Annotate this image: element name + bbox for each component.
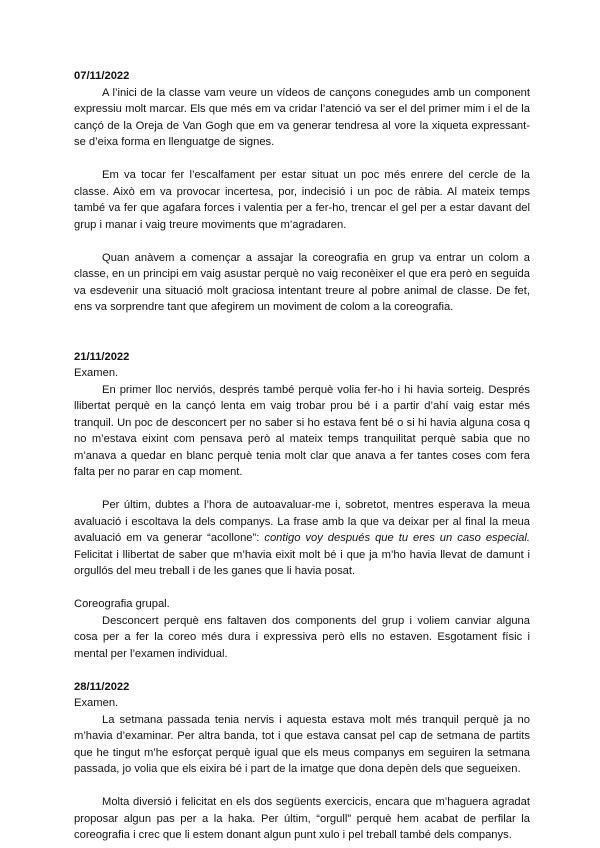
entry-21-11-2022: [74, 349, 530, 663]
section-label-exam: Examen.: [74, 697, 119, 709]
section-label-exam: Examen.: [74, 367, 119, 379]
paragraph: Desconcert perquè ens faltaven dos components del grup i voliem canviar alguna cosa per a fer la coreo més dura i expressiva però ells no estaven. Esgotament físic i mental per l’examen individual.: [74, 614, 530, 660]
paragraph: En primer lloc nerviós, després també perquè volia fer-ho i hi havia sorteig. Després llibertat perquè en la cançó lenta em vaig trobar prou bé i a partir d’ahí vaig estar més tranquil. Un poc de desconcert per no saber si ho estava fent bé o si hi havia alguna cosa q no m’estava eixint com pensava però al mateix temps tranquilitat perquè sabia que no m’anava a quedar en blanc perquè tenia molt clar que anava a fer tantes coses com fera falta per no parar en cap moment.: [74, 383, 530, 478]
entry-date: 21/11/2022: [74, 350, 130, 363]
quote-text: contigo voy después que tu eres un caso especial.: [264, 532, 530, 544]
paragraph: Em va tocar fer l’escalfament per estar situat un poc més enrere del cercle de la classe. Això em va provocar incertesa, por, indecisió i un poc de ràbia. Al mateix temps també va fer que agafara forces i valentia per a fer-ho, trencar el gel per a estar davant del grup i manar i vaig treure moviments que m’agradaren.: [74, 169, 530, 231]
paragraph-with-quote: [74, 497, 530, 580]
entry-date: 07/11/2022: [74, 70, 130, 82]
paragraph: Quan anàvem a començar a assajar la coreografia en grup va entrar un colom a classe, en un principi em vaig asustar perquè no vaig reconèixer el que era però en seguida va esdevenir una situació molt graciosa intentant treure al pobre animal de classe. De fet, ens va sorprendre tant que afegirem un moviment de colom a la coreografia.: [74, 251, 530, 313]
entry-07-11-2022: [74, 68, 530, 316]
paragraph-text: Felicitat i llibertat de saber que m’havia eixit molt bé i que ja m’ho havia llevat de damunt i orgullós del meu treball i de les ganes que li havia posat.: [74, 548, 530, 577]
paragraph: La setmana passada tenia nervis i aquesta estava molt més tranquil perquè ja no m’havia d’examinar. Per altra banda, tot i que estava cansat pel cap de setmana de partits que he tingut m’he esforçat perquè igual que els meus companys em seguiren la setmana passada, jo volia que els eixira bé i part de la imatge que dona depèn dels que segueixen.: [74, 713, 530, 775]
paragraph-text: Per últim, dubtes a l’hora de autoavaluar-me i, sobretot, mentres esperava la meua avaluació i escoltava la dels companys. La frase amb la que va deixar per al final la meua avaluació em va generar “acollone”:: [74, 499, 530, 544]
paragraph: A l’inici de la classe vam veure un vídeos de cançons conegudes amb un component expressiu molt marcar. Els que més em va cridar l’atenció va ser el del primer mim i el de la cançó de la Oreja de Van Gogh que em va generar tendresa al vore la xiqueta expressant-se d’eixa forma en llenguatge de signes.: [74, 86, 530, 148]
entry-28-11-2022: [74, 679, 530, 844]
paragraph: Molta diversió i felicitat en els dos següents exercicis, encara que m’haguera agradat proposar algun pas per a la haka. Per últim, “orgull” perquè hem acabat de perfilar la coreografia i crec que li estem donant algun punt xulo i pel treball també dels companys.: [74, 796, 530, 841]
entry-date: 28/11/2022: [74, 680, 130, 693]
section-label-group-choreography: Coreografia grupal.: [74, 598, 170, 610]
